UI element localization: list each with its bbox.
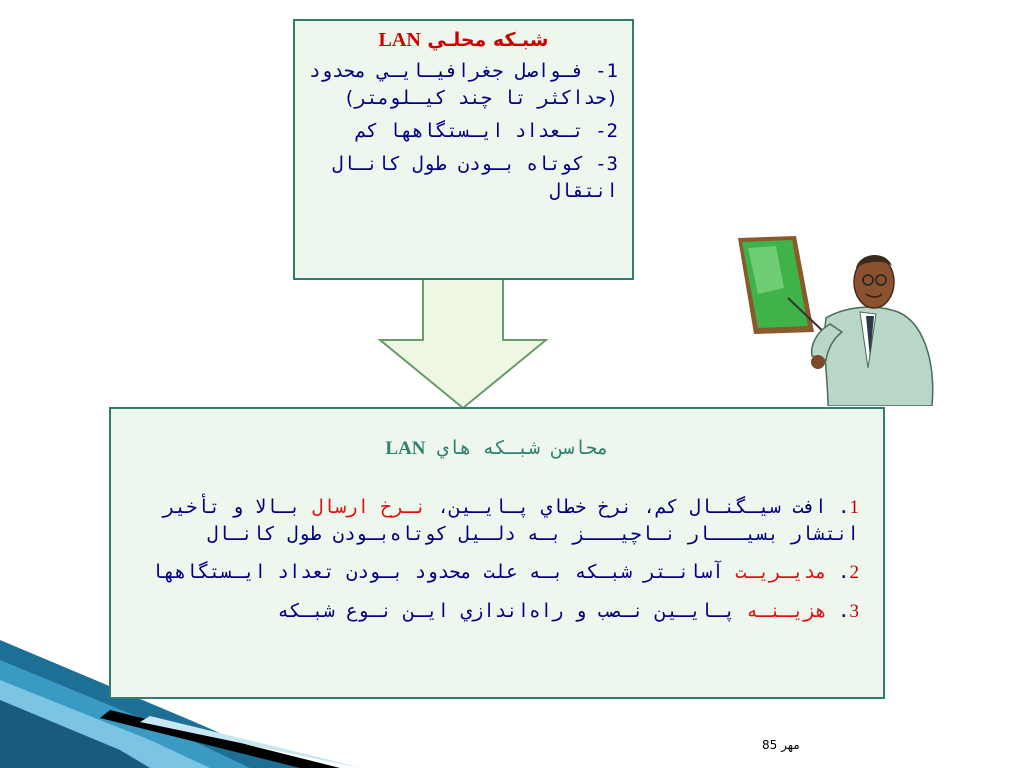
bottom-box-title: [111, 437, 883, 460]
top-title-latin: LAN: [378, 29, 421, 51]
item-2-text: آسانـتر شبـكه بـه علت محدود بـودن تعداد ايـستگاهها: [151, 561, 736, 583]
advantage-item-3: [131, 598, 859, 625]
item-1-text-b: بـالا و تأخير انتشار بسيـــار نـاچيـــز بـه دلـيل كوتاه‌بـودن طول كانـال: [163, 496, 859, 545]
footer-date: مهر 85: [762, 738, 800, 752]
item-3-sep: .: [838, 600, 850, 622]
item-1-text-a: افت سيـگنـال كم، نرخ خطاي پـايـين،: [426, 496, 839, 518]
advantage-item-1: [131, 494, 859, 547]
item-2-number: 2: [849, 562, 859, 583]
top-box-title: [295, 29, 632, 52]
presenter-clipart: [726, 228, 938, 406]
down-arrow-icon: [378, 278, 548, 410]
lan-feature-3: 3- كوتاه بـودن طول كانـال انتقال: [332, 153, 618, 202]
bottom-title-latin: LAN: [385, 438, 426, 459]
lan-advantages-box: [109, 407, 885, 699]
item-1-highlight: نـرخ ارسال: [311, 496, 427, 518]
item-3-number: 3: [849, 601, 859, 622]
lan-feature-2: 2- تـعداد ايـستگاهها كم: [354, 120, 618, 142]
top-title-persian: شبـكه محلـي: [427, 29, 549, 51]
advantage-item-2: [131, 559, 859, 586]
item-3-highlight: هزيـنـه: [746, 600, 827, 622]
item-3-text: پـايـين نـصب و راه‌اندازي ايـن نـوع شبـكه: [277, 600, 747, 622]
item-2-sep: .: [838, 561, 850, 583]
lan-definition-box: [293, 19, 634, 280]
lan-feature-1: 1- فـواصل جغرافيـايـي محدود (حداكثر تا چند كيـلومتر): [309, 60, 618, 109]
item-1-sep: .: [838, 496, 850, 518]
board-icon: [738, 236, 814, 334]
item-1-number: 1: [849, 497, 859, 518]
bottom-title-persian: محاسن شبـكه هاي: [436, 437, 609, 459]
item-2-highlight: مديـريـت: [735, 561, 827, 583]
